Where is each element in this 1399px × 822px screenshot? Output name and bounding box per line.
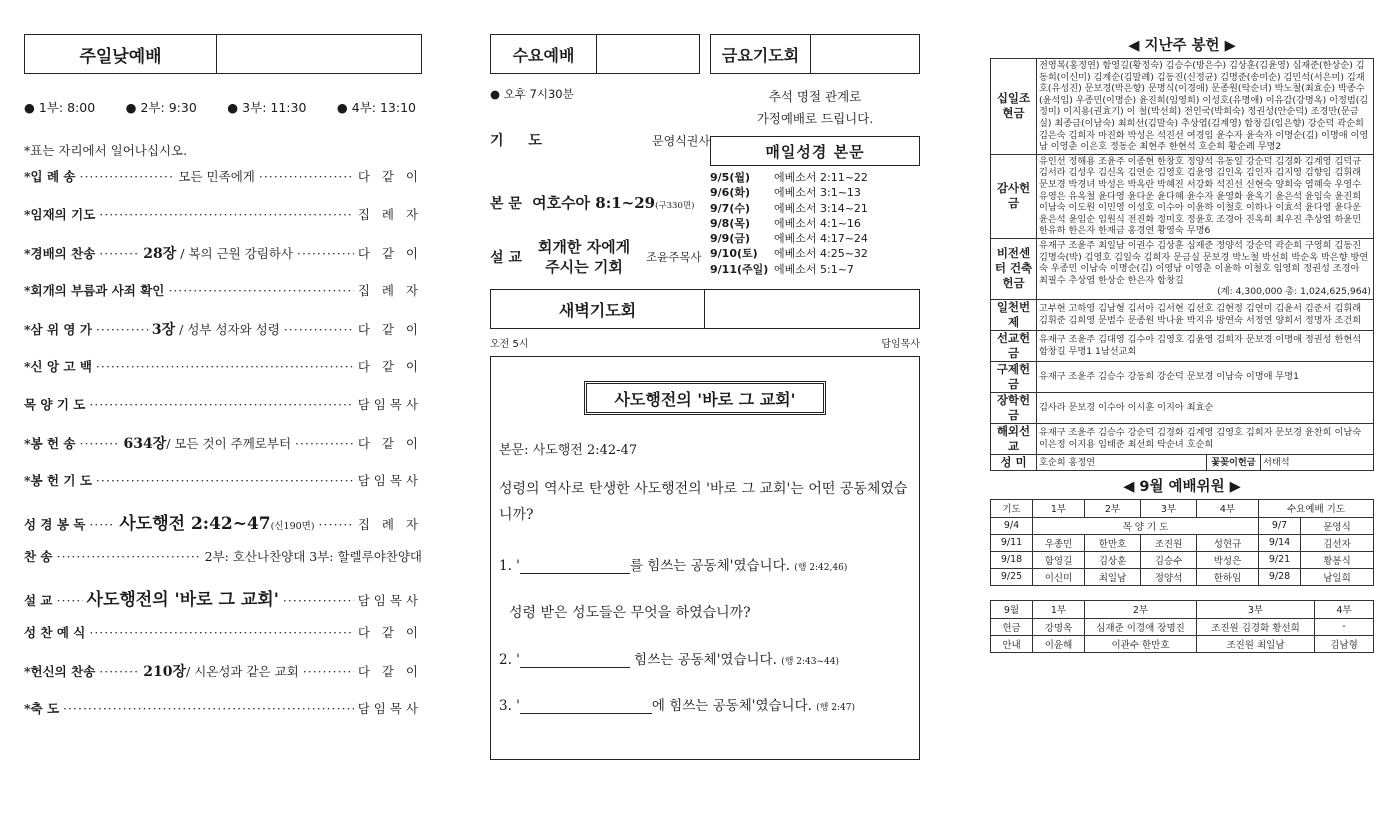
- roles-table: [990, 600, 1374, 653]
- order-detail: 2부: 호산나찬양대 3부: 할렐루야찬양대: [204, 549, 422, 564]
- order-leader: 집 례 자: [357, 517, 422, 532]
- table-row: 헌금 강명옥 심재준 이경애 장명진 조진원 김경화 황선희 -: [991, 618, 1374, 635]
- bible-item: 9/10(토) 에베소서 4:25~32: [710, 247, 868, 261]
- order-leader: 다 같 이: [357, 436, 422, 451]
- sunday-service-section: [24, 34, 422, 737]
- order-label: 성 경 봉 독: [24, 517, 86, 532]
- order-label: *봉 헌 기 도: [24, 473, 92, 488]
- sermon-title: 사도행전의 '바로 그 교회': [86, 590, 279, 610]
- order-row: [24, 547, 422, 585]
- table-row: 9/25 이신미 최일남 정양석 한하임 9/28 남일희: [991, 568, 1374, 585]
- friday-notice: 추석 명절 관계로 가정예배로 드립니다.: [756, 89, 874, 126]
- wed-fri-header: [490, 34, 920, 74]
- sunday-title: 주일낮예배: [25, 35, 217, 73]
- study-blank-1: 1. ' 를 힘쓰는 공동체'였습니다. (행 2:42,46): [499, 558, 848, 575]
- offering-category: 감사헌금: [991, 154, 1037, 238]
- order-row: [24, 585, 422, 623]
- order-leader: 집 례 자: [357, 283, 422, 298]
- sunday-title-blank: [217, 35, 421, 73]
- study-reference: 본문: 사도행전 2:42-47: [499, 443, 638, 459]
- order-label: *신 앙 고 백: [24, 359, 92, 374]
- offering-category: 선교헌금: [991, 330, 1037, 361]
- standing-note: *표는 자리에서 일어나십시오.: [24, 143, 188, 158]
- order-label: 성 찬 예 식: [24, 625, 86, 640]
- offering-names: 유재구 조윤주 최일남 이권수 김상훈 심재준 정양석 강순덕 곽순희 구영희 김동진 김명숙(박) 김영호 김일숙 김희자 문금실 문보경 박노철 박선희 박순옥 박은향 방연숙 우종민 이남숙 이명순(김) 이영남 이영춘 이윤하 이철호 임영희 정권성 조경아 최필수 추상엽 한상순 한은자 함창길 (계: 4,300,000 총: 1,024,625,964): [1037, 238, 1374, 299]
- table-row: [991, 330, 1374, 361]
- hymn-number: 3장: [151, 322, 176, 338]
- table-row: [991, 59, 1374, 155]
- offering-category: 구제헌금: [991, 361, 1037, 392]
- daily-bible-list: [710, 170, 920, 277]
- text-page: (구330면): [655, 201, 695, 211]
- order-leader: 담임목사: [357, 473, 422, 488]
- offering-category: 꽃꽂이헌금: [1207, 454, 1261, 470]
- order-row: [24, 357, 422, 395]
- study-blank-3: 3. ' 에 힘쓰는 공동체'였습니다. (행 2:47): [499, 698, 856, 715]
- table-row: 9/18 함영길 김상훈 김승수 박성은 9/21 황봉식: [991, 551, 1374, 568]
- order-row: [24, 433, 422, 471]
- bible-item: 9/7(수) 에베소서 3:14~21: [710, 201, 868, 215]
- wednesday-prayer: [490, 130, 710, 150]
- order-detail: [123, 433, 291, 453]
- wednesday-title: 수요예배: [491, 35, 597, 73]
- order-detail: [143, 661, 298, 681]
- order-row: [24, 205, 422, 243]
- offerings-title: ◀ 지난주 봉헌 ▶: [1128, 38, 1236, 54]
- order-detail: 모든 민족에게: [178, 169, 255, 184]
- prayer-person: 문영식권사: [652, 134, 710, 148]
- order-detail: [143, 243, 293, 263]
- service-time-4: ● 4부: 13:10: [336, 100, 416, 115]
- sunday-title-box: [24, 34, 422, 74]
- offering-names: 호순희 홍정연: [1037, 454, 1207, 470]
- table-header-row: 9월 1부 2부 3부 4부: [991, 600, 1374, 618]
- bible-item: 9/5(월) 에베소서 2:11~22: [710, 171, 868, 184]
- order-detail: [152, 319, 280, 339]
- table-row: [991, 454, 1374, 470]
- study-question-2: 성령 받은 성도들은 무엇을 하였습니까?: [509, 605, 751, 622]
- table-row: [991, 299, 1374, 330]
- order-leader: 담임목사: [357, 593, 422, 608]
- bible-item: 9/9(금) 에베소서 4:17~24: [710, 232, 868, 246]
- offering-category: 비전센터 건축헌금: [991, 238, 1037, 299]
- order-row: [24, 243, 422, 281]
- hymn-title: / 모든 것이 주께로부터: [166, 436, 292, 451]
- dawn-time: 오전 5시: [490, 339, 529, 351]
- table-row: 안내 이윤해 이관수 한만호 조진원 최일남 김남형: [991, 635, 1374, 652]
- order-label: *봉 헌 송: [24, 436, 76, 451]
- offering-names: 김사라 문보경 이수아 이시훈 이지아 최효순: [1037, 392, 1374, 423]
- answer-blank[interactable]: [520, 560, 630, 574]
- offerings-section: [990, 34, 1374, 653]
- bible-item: 9/11(주일) 에베소서 5:1~7: [710, 262, 854, 276]
- service-time-3: ● 3부: 11:30: [227, 100, 307, 115]
- offering-names: 고부현 고하영 김남형 김서아 김서현 김선호 김현정 김연미 김윤서 김준서 김휘래 김휘준 김희영 문범수 문종원 박나윤 박지유 방연숙 서정연 양희서 정명자 조건희: [1037, 299, 1374, 330]
- prayer-label: 기 도: [490, 133, 552, 149]
- sermon-preacher: 조윤주목사: [646, 250, 702, 264]
- offering-category: 일천번제: [991, 299, 1037, 330]
- offering-names: 서태석: [1261, 454, 1374, 470]
- offering-names: 유재구 조윤주 김대영 김수아 김영호 김윤영 김희자 문보경 이명애 정권성 한현석 함창길 무명1 1남선교회: [1037, 330, 1374, 361]
- table-row: [991, 392, 1374, 423]
- offering-category: 성 미: [991, 454, 1037, 470]
- order-row: [24, 623, 422, 661]
- offering-names: 유재구 조윤주 김승수 강동희 강순덕 문보경 이남숙 이명애 무명1: [1037, 361, 1374, 392]
- dawn-title-box: [490, 289, 920, 329]
- building-fund-total: (계: 4,300,000 총: 1,024,625,964): [1217, 286, 1371, 298]
- service-time-2: ● 2부: 9:30: [125, 100, 197, 115]
- order-label: *축 도: [24, 701, 60, 716]
- order-row: [24, 471, 422, 509]
- committee-table: [990, 499, 1374, 586]
- order-label: *헌신의 찬송: [24, 664, 96, 679]
- sunday-times: [24, 98, 422, 116]
- order-of-worship: [24, 167, 422, 737]
- order-row: [24, 699, 422, 737]
- wednesday-details: [490, 86, 710, 277]
- committee-title: ◀ 9월 예배위원 ▶: [1123, 478, 1241, 495]
- service-time-1: ● 1부: 8:00: [24, 100, 96, 115]
- offering-category: 십일조 현금: [991, 59, 1037, 155]
- order-label: *경배의 찬송: [24, 246, 96, 261]
- scripture-reference: 사도행전 2:42~47: [119, 514, 271, 534]
- wednesday-text: [490, 192, 710, 213]
- friday-details: [710, 86, 920, 277]
- wednesday-sermon: [490, 237, 710, 277]
- hymn-title: / 성부 성자와 성령: [179, 322, 280, 337]
- answer-blank[interactable]: [520, 654, 630, 668]
- answer-blank[interactable]: [520, 700, 652, 714]
- table-row: 9/4 목 양 기 도 9/7 문영식: [991, 517, 1374, 534]
- table-row: 9/11 우종민 한만호 조진원 성현규 9/14 김선자: [991, 534, 1374, 551]
- sermon-title: 회개한 자에게 주시는 기회: [537, 238, 631, 276]
- order-label: 설 교: [24, 593, 53, 608]
- dawn-title: 새벽기도회: [491, 290, 705, 328]
- bible-item: 9/8(목) 에베소서 4:1~16: [710, 216, 861, 230]
- friday-title: 금요기도회: [711, 35, 811, 73]
- order-row: [24, 509, 422, 547]
- wednesday-title-box: [490, 34, 700, 74]
- order-leader: 다 같 이: [357, 664, 422, 679]
- order-row: [24, 319, 422, 357]
- order-leader: 다 같 이: [357, 169, 422, 184]
- study-title: 사도행전의 '바로 그 교회': [584, 381, 826, 415]
- order-leader: 다 같 이: [357, 246, 422, 261]
- order-label: *회개의 부름과 사죄 확인: [24, 283, 165, 298]
- order-label: 목 양 기 도: [24, 397, 86, 412]
- hymn-title: / 복의 근원 강림하사: [180, 246, 293, 261]
- order-leader: 다 같 이: [357, 322, 422, 337]
- order-row: [24, 395, 422, 433]
- weekday-section: [490, 34, 920, 760]
- daily-bible-title: 매일성경 본문: [710, 136, 920, 166]
- table-header-row: 기도 1부 2부 3부 4부 수요예배 기도: [991, 499, 1374, 517]
- hymn-number: 634장: [123, 436, 167, 452]
- order-row: [24, 167, 422, 205]
- order-detail: [119, 509, 314, 534]
- offering-names: 전영복(홍정연) 함영길(황정숙) 김승수(방은수) 김상훈(김윤영) 심재준(한상순) 김동희(이신미) 김계순(김말례) 김동진(신정균) 김명준(송미순) 김민석(서은미) 김재호(유성진) 문보경(박은향) 문명식(이경애) 문종원(탁순녀) 박노철(최효순) 박종수(윤석임) 우종민(이명순) 윤진희(임영희) 이성호(유명애) 이유감(강명옥) 이정범(김정미) 이지용(권효기) 이 철(박선희) 전인국(박희숙) 정권성(안순덕) 조경만(문금실) 최종금(이남숙) 최희선(김말숙) 추상엽(김계영) 함창길(임은향) 강순덕 곽순희 김은숙 김희자 마진화 박성은 석진선 여경임 윤수자 윤숙자 이명순(김) 이명애 이영남 이영춘 이은호 정동순 최현주 한현석 호순희 황순례 무명2: [1037, 59, 1374, 155]
- hymn-number: 210장: [143, 664, 187, 680]
- study-blank-2: 2. ' 힘쓰는 공동체'였습니다. (행 2:43~44): [499, 652, 839, 669]
- order-leader: 담임목사: [357, 701, 422, 716]
- order-leader: 담임목사: [357, 397, 422, 412]
- text-label: 본 문: [490, 196, 522, 212]
- order-leader: 집 례 자: [357, 207, 422, 222]
- friday-title-box: [710, 34, 920, 74]
- offering-category: 장학헌금: [991, 392, 1037, 423]
- wednesday-time: ● 오후 7시30분: [490, 87, 574, 101]
- order-label: *삼 위 영 가: [24, 322, 92, 337]
- wed-fri-body: [490, 86, 920, 277]
- offering-category: 해외선교: [991, 423, 1037, 454]
- table-row: [991, 423, 1374, 454]
- table-row: [991, 154, 1374, 238]
- order-detail: [87, 585, 279, 610]
- order-leader: 다 같 이: [357, 359, 422, 374]
- bible-item: 9/6(화) 에베소서 3:1~13: [710, 186, 861, 200]
- study-question: 성령의 역사로 탄생한 사도행전의 '바로 그 교회'는 어떤 공동체였습니까?: [499, 481, 908, 524]
- bible-study-box: [490, 356, 920, 760]
- hymn-number: 28장: [143, 246, 177, 262]
- table-row: [991, 361, 1374, 392]
- offering-names: 유인선 정해용 조윤주 이종현 한창호 정양석 유동일 강순덕 김경화 김계영 김덕규 김서라 김성우 김신옥 김연순 김영호 김윤영 김인옥 김인자 김지영 김향임 김휘래 문보경 박경녀 박성은 박옥란 박혜진 서강화 석진선 신현숙 양희숙 염혜숙 우영수 유영은 유옥철 윤다영 윤다운 윤다혜 윤수자 윤영화 윤옥기 윤은석 윤임숙 윤진희 이남숙 이도원 이민영 이성호 이수아 이윤하 이철호 이하나 이효석 윤다영 윤다운 윤은석 윤임순 임원식 전진화 정미호 정윤호 조경아 진옥희 최우진 추상엽 하윤민 한유하 한은자 한재금 홍경연 황영숙 무명6: [1037, 154, 1374, 238]
- dawn-info: [490, 335, 920, 350]
- order-leader: 다 같 이: [357, 625, 422, 640]
- offerings-table: [990, 58, 1374, 471]
- hymn-title: / 시온성과 같은 교회: [186, 664, 299, 679]
- dawn-leader: 담임목사: [881, 339, 920, 351]
- order-label: *입 례 송: [24, 169, 76, 184]
- order-label: 찬 송: [24, 549, 53, 564]
- offering-names: 유재구 조윤주 김승수 강순덕 김경화 김계영 김영호 김희자 문보경 윤찬희 이남숙 이은정 이지용 임태준 최선희 탁순녀 호순희: [1037, 423, 1374, 454]
- sermon-label: 설 교: [490, 250, 522, 266]
- order-row: [24, 281, 422, 319]
- order-label: *임재의 기도: [24, 207, 96, 222]
- table-row: [991, 238, 1374, 299]
- scripture-page: (신190면): [270, 521, 315, 532]
- text-value: 여호수아 8:1~29: [532, 194, 656, 212]
- order-row: [24, 661, 422, 699]
